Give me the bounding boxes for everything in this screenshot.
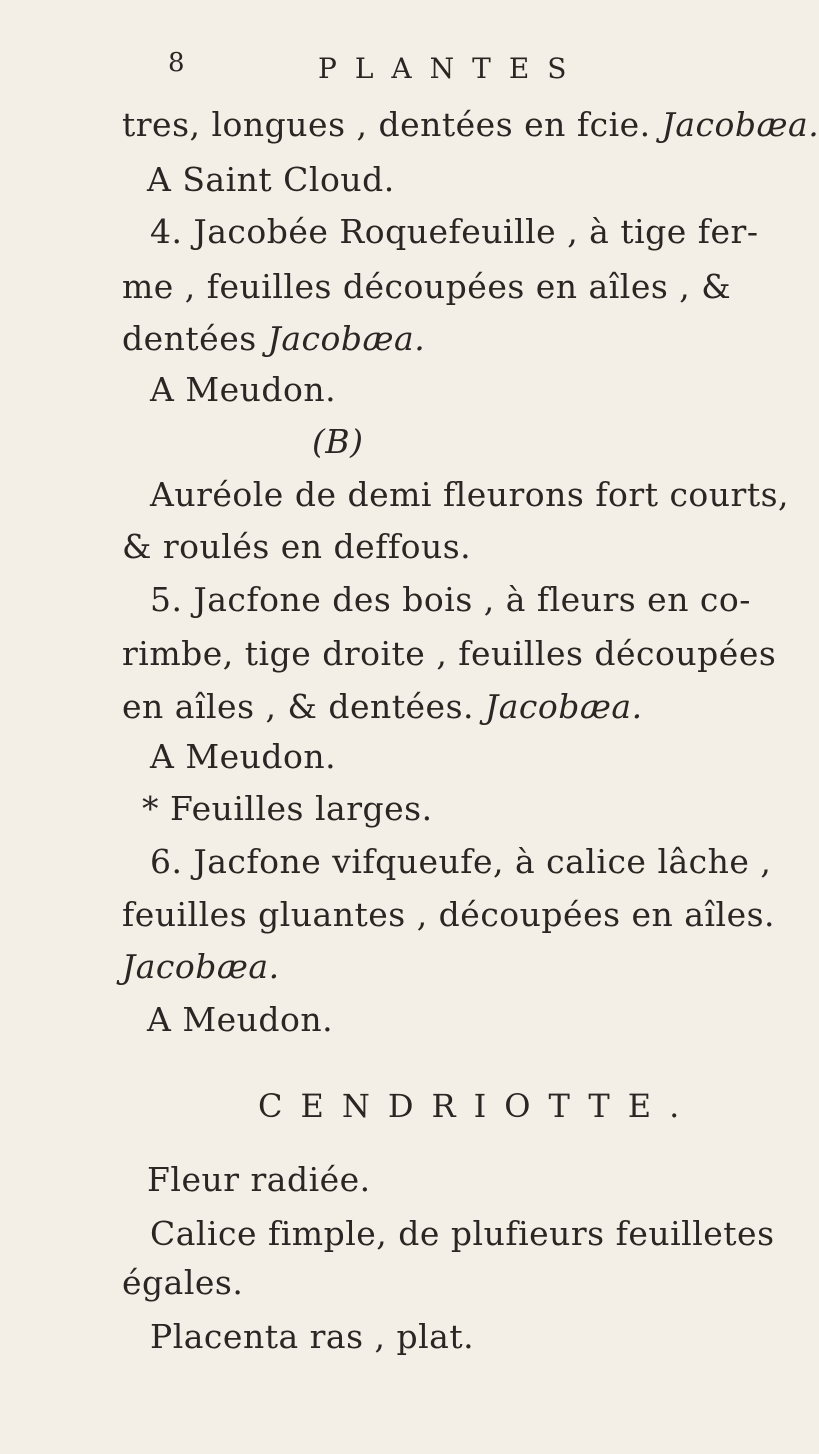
text-line: Calice fimple, de plufieurs feuilletes xyxy=(150,1214,775,1253)
text-line: tres, longues , dentées en fcie. Jacobæa. xyxy=(122,105,819,144)
text-line: Auréole de demi fleurons fort courts, xyxy=(150,475,790,514)
text-line: dentées Jacobæa. xyxy=(122,319,426,358)
text-line: feuilles gluantes , découpées en aîles. xyxy=(122,895,776,934)
text-line: me , feuilles découpées en aîles , & xyxy=(122,267,732,306)
text-line: 6. Jacfone vifqueufe, à calice lâche , xyxy=(150,842,772,881)
section-marker: (B) xyxy=(312,422,364,461)
section-title: CENDRIOTTE. xyxy=(258,1087,698,1125)
text-line: 5. Jacfone des bois , à fleurs en co- xyxy=(150,580,751,619)
page-number: 8 xyxy=(168,48,185,78)
text-line: * Feuilles larges. xyxy=(142,789,433,828)
text-line: A Meudon. xyxy=(150,370,337,409)
text-line: A Meudon. xyxy=(150,737,337,776)
text-line: Jacobæa. xyxy=(122,947,280,986)
text-line: A Meudon. xyxy=(147,1000,334,1039)
text-line: A Saint Cloud. xyxy=(147,160,395,199)
text-line: rimbe, tige droite , feuilles découpées xyxy=(122,634,777,673)
text-line: Placenta ras , plat. xyxy=(150,1317,475,1356)
text-line: égales. xyxy=(122,1263,244,1302)
text-line: & roulés en deffous. xyxy=(122,527,472,566)
running-title: PLANTES xyxy=(318,52,585,85)
text-line: 4. Jacobée Roquefeuille , à tige fer- xyxy=(150,212,759,251)
text-line: Fleur radiée. xyxy=(147,1160,371,1199)
text-line: en aîles , & dentées. Jacobæa. xyxy=(122,687,643,726)
